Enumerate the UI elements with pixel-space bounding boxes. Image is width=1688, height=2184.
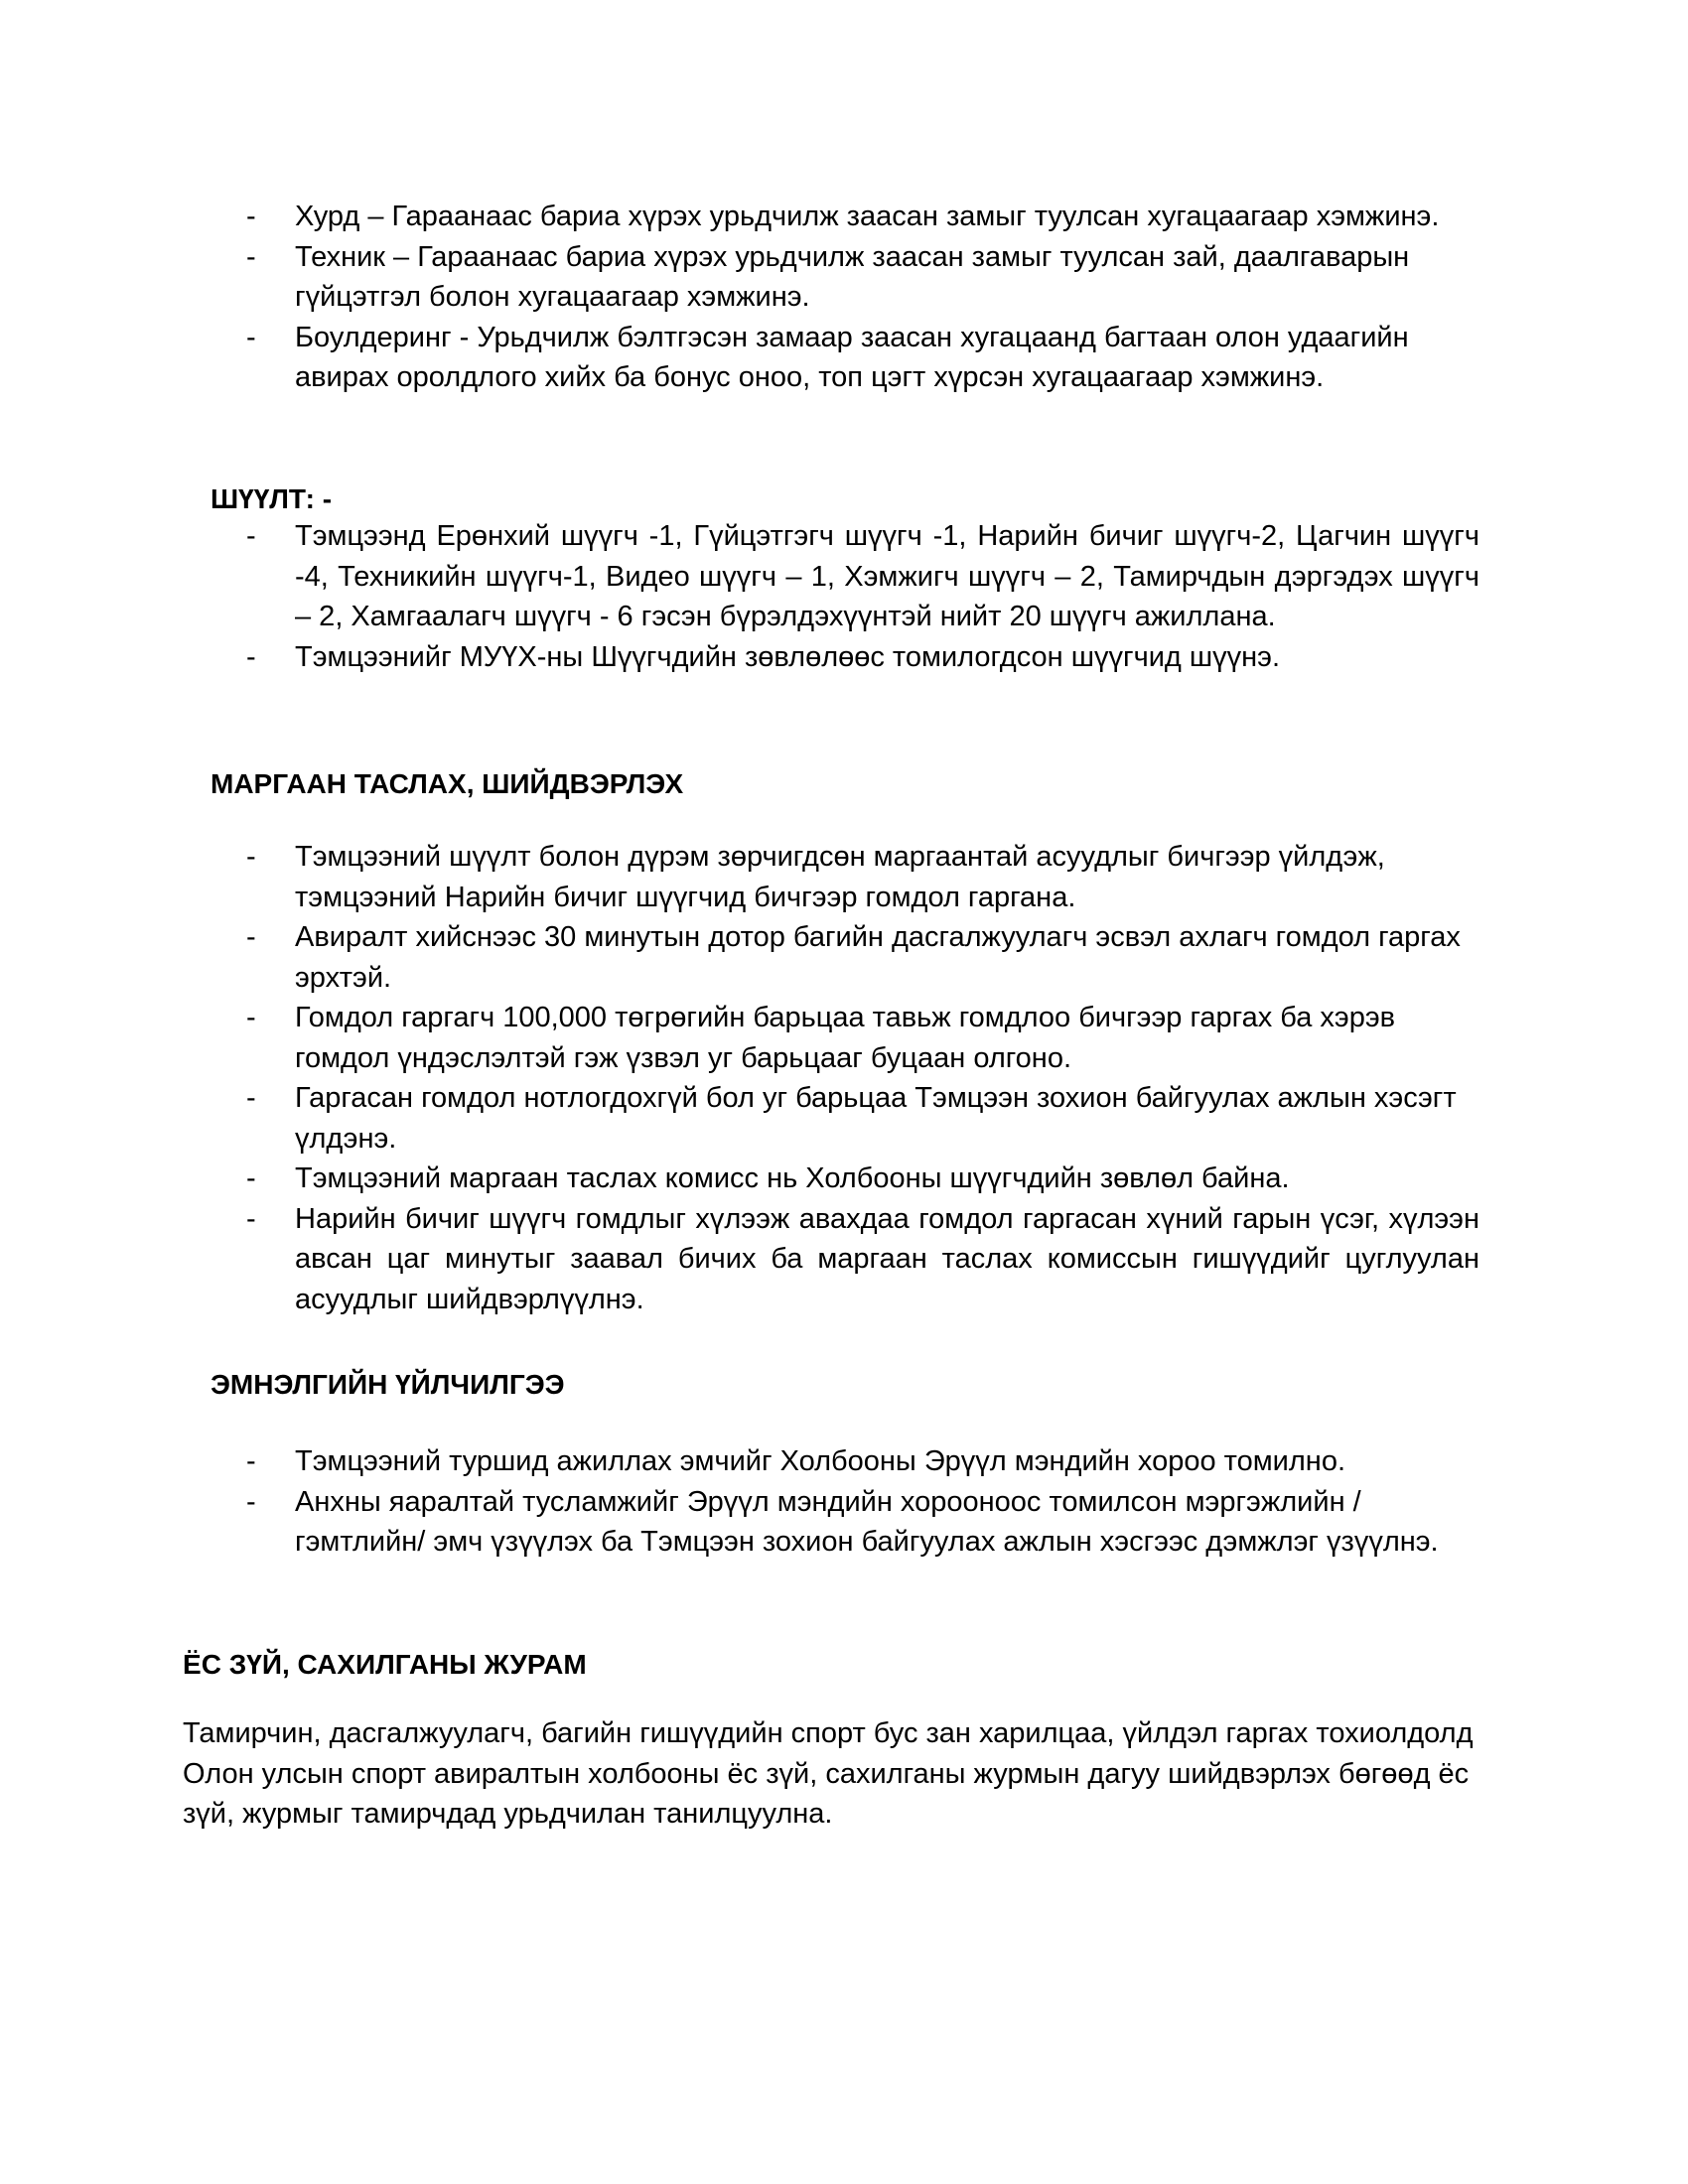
bullet-dash: - [246,1202,256,1235]
section-heading-disputes: МАРГААН ТАСЛАХ, ШИЙДВЭРЛЭХ [211,768,684,799]
section-heading-judging: ШҮҮЛТ: - [211,483,333,514]
list-item: - Нарийн бичиг шүүгч гомдлыг хүлээж авахдаа гомдол гаргасан хүний гарын үсэг, хүлээн авсан цаг минутыг заавал бичих ба маргаан таслах комиссын гишүүдийг цуглуулан асуудлыг шийдвэрлүүлнэ. [0,1199,1479,1320]
bullet-dash: - [246,321,256,353]
list-item: - Техник – Гараанаас бариа хүрэх урьдчилж заасан замыг туулсан зай, даалгаварын гүйцэтгэл болон хугацаагаар хэмжинэ. [0,237,1479,318]
bullet-dash: - [246,1445,256,1477]
list-item: - Тэмцээнийг МУҮХ-ны Шүүгчдийн зөвлөлөөс томилогдсон шүүгчид шүүнэ. [0,637,1479,678]
ethics-paragraph: Тамирчин, дасгалжуулагч, багийн гишүүдийн спорт бус зан харилцаа, үйлдэл гаргах тохиолдолд Олон улсын спорт авиралтын холбооны ёс зүй, сахилганы журмын дагуу шийдвэрлэх бөгөөд ёс зүй, журмыг тамирчдад урьдчилан танилцуулна. [183,1717,1474,1830]
list-item: - Авиралт хийснээс 30 минутын дотор багийн дасгалжуулагч эсвэл ахлагч гомдол гаргах эрхтэй. [0,917,1479,998]
list-item: - Анхны яаралтай тусламжийг Эрүүл мэндийн хорооноос томилсон мэргэжлийн /гэмтлийн/ эмч үзүүлэх ба Тэмцээн зохион байгуулах ажлын хэсгээс дэмжлэг үзүүлнэ. [0,1482,1479,1563]
bullet-dash: - [246,240,256,273]
bullet-dash: - [246,1082,256,1114]
scoring-methods-list [0,197,1479,398]
bullet-dash: - [246,640,256,673]
disputes-list [0,837,1479,1319]
list-item: - Гаргасан гомдол нотлогдохгүй бол уг барьцаа Тэмцээн зохион байгуулах ажлын хэсэгт үлдэнэ. [0,1078,1479,1159]
section-heading-ethics: ЁС ЗҮЙ, САХИЛГАНЫ ЖУРАМ [183,1649,587,1680]
list-item: - Хурд – Гараанаас бариа хүрэх урьдчилж заасан замыг туулсан хугацаагаар хэмжинэ. [0,197,1479,237]
list-item: - Гомдол гаргагч 100,000 төгрөгийн барьцаа тавьж гомдлоо бичгээр гаргах ба хэрэв гомдол үндэслэлтэй гэж үзвэл уг барьцааг буцаан олгоно. [0,998,1479,1078]
judging-list [0,516,1479,677]
bullet-dash: - [246,201,256,232]
list-item: - Тэмцээнд Ерөнхий шүүгч -1, Гүйцэтгэгч шүүгч -1, Нарийн бичиг шүүгч-2, Цагчин шүүгч -4, Техникийн шүүгч-1, Видео шүүгч – 1, Хэмжигч шүүгч – 2, Тамирчдын дэргэдэх шүүгч – 2, Хамгаалагч шүүгч - 6 гэсэн бүрэлдэхүүнтэй нийт 20 шүүгч ажиллана. [0,516,1479,637]
bullet-dash: - [246,841,256,873]
list-item: - Боулдеринг - Урьдчилж бэлтгэсэн замаар заасан хугацаанд багтаан олон удаагийн авирах оролдлого хийх ба бонус оноо, топ цэгт хүрсэн хугацаагаар хэмжинэ. [0,318,1479,398]
list-item: - Тэмцээний туршид ажиллах эмчийг Холбооны Эрүүл мэндийн хороо томилно. [0,1441,1479,1482]
bullet-dash: - [246,1485,256,1518]
bullet-dash: - [246,1162,256,1194]
bullet-dash: - [246,1002,256,1033]
list-item: - Тэмцээний маргаан таслах комисс нь Холбооны шүүгчдийн зөвлөл байна. [0,1159,1479,1199]
list-item: - Тэмцээний шүүлт болон дүрэм зөрчигдсөн маргаантай асуудлыг бичгээр үйлдэж, тэмцээний Нарийн бичиг шүүгчид бичгээр гомдол гаргана. [0,837,1479,917]
bullet-dash: - [246,921,256,953]
medical-list [0,1441,1479,1563]
section-heading-medical: ЭМНЭЛГИЙН ҮЙЛЧИЛГЭЭ [211,1369,565,1400]
bullet-dash: - [246,520,256,552]
